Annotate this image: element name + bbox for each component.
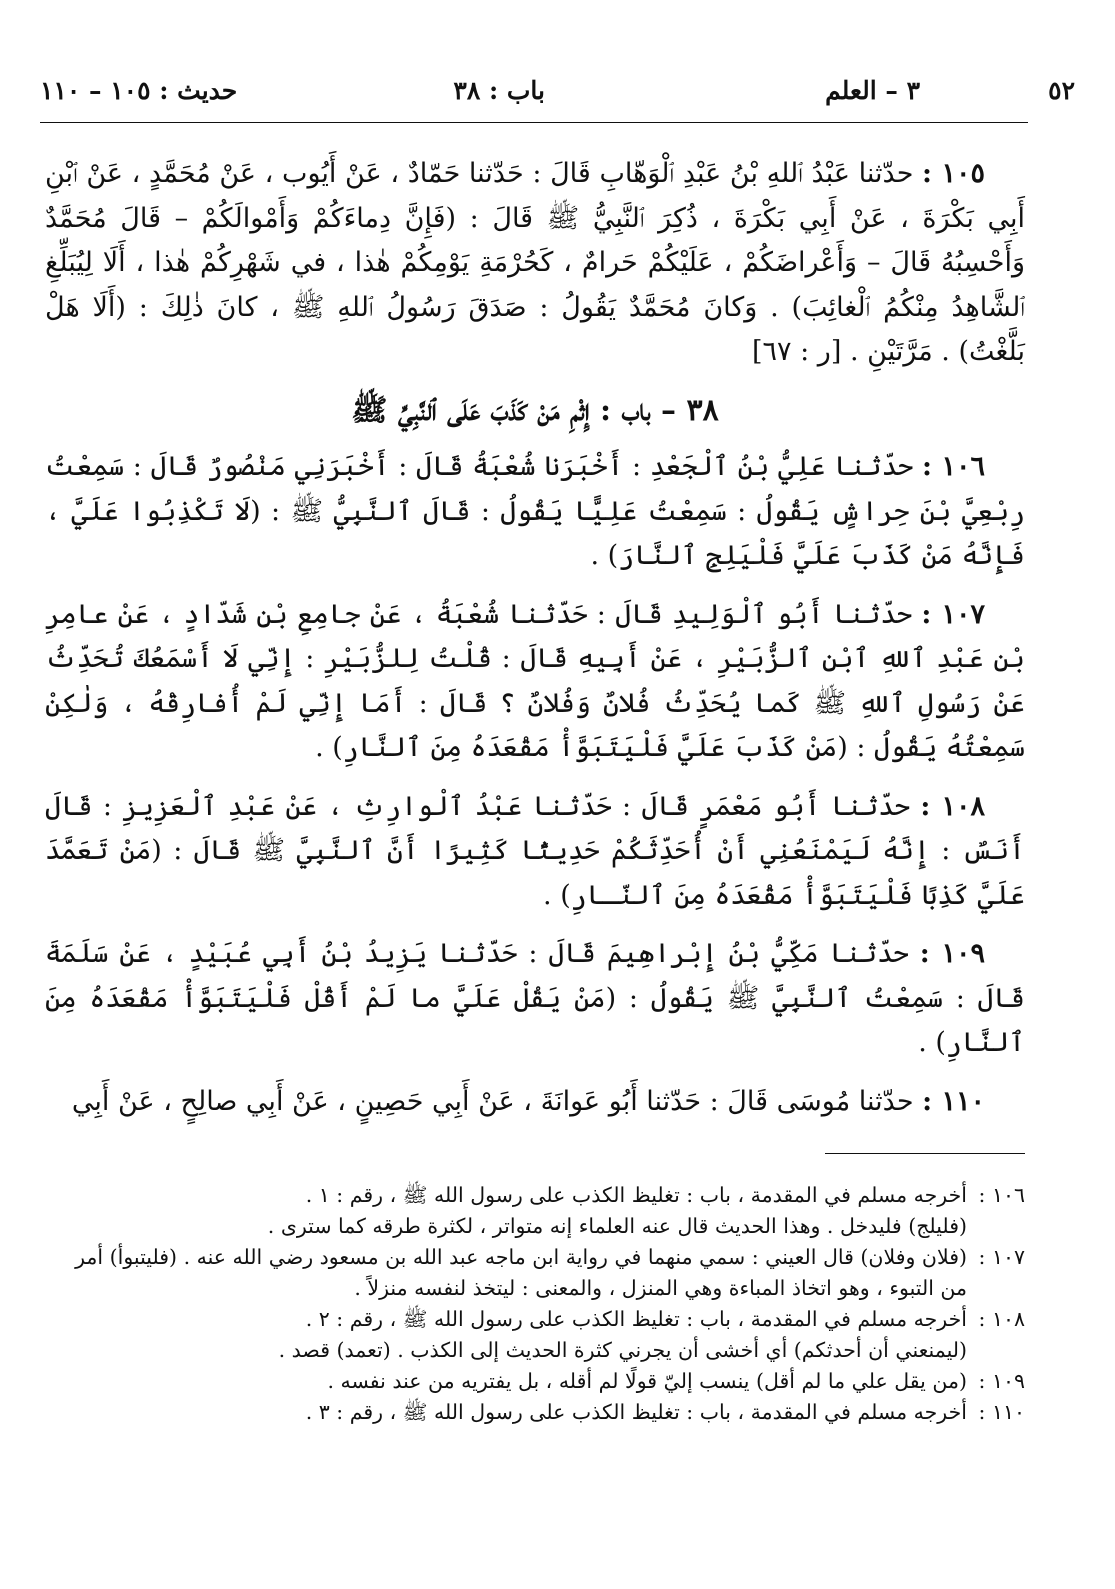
footnote-line: (ليمنعني أن أحدثكم) أي أخشى أن يجرني كثرة الحديث إلى الكذب . (تعمد) قصد . (278, 1338, 967, 1362)
hadith-109 (45, 932, 1025, 1066)
footnote-line: أخرجه مسلم في المقدمة ، باب : تغليظ الكذب على رسول الله ﷺ ، رقم : ٢ . (305, 1307, 967, 1331)
footnote-110 (60, 1397, 1025, 1428)
hadith-number: ١١٠ : (922, 1085, 985, 1117)
hadith-106 (45, 445, 1025, 579)
footnote-number: ١١٠ : (978, 1400, 1025, 1424)
header-divider (40, 122, 1028, 123)
running-header (40, 76, 1075, 120)
hadith-105 (45, 152, 1025, 375)
footnote-line: أخرجه مسلم في المقدمة ، باب : تغليظ الكذب على رسول الله ﷺ ، رقم : ١ . (305, 1183, 967, 1207)
hadith-110 (45, 1080, 1025, 1125)
hadith-text: حدّثنا عَبْدُ ٱللهِ بْنُ عَبْدِ ٱلْوَهّابِ قَالَ : حَدّثنا حَمّادٌ ، عَنْ أَيُوب ، عَنْ مُحَمَّدٍ ، عَنْ ٱبْنِ أَبِي بَكْرَةَ ، عَنْ أَبِي بَكْرَةَ ، ذُكِرَ ٱلنَّبِيُّ ﷺ قَالَ : (فَإِنَّ دِماءَكُمْ وَأَمْوالَكُمْ – قَالَ مُحَمَّدٌ وَأَحْسِبُهُ قَالَ – وَأَعْراضَكُمْ ، عَلَيْكُمْ حَرامٌ ، كَحُرْمَةِ يَوْمِكُمْ هٰذا ، في شَهْرِكُمْ هٰذا ، أَلَا لِيُبَلِّغِ ٱلشَّاهِدُ مِنْكُمُ ٱلْغائِبَ) . وَكانَ مُحَمَّدٌ يَقُولُ : صَدَقَ رَسُولُ ٱللهِ ﷺ ، كانَ ذٰلِكَ : (أَلَا هَلْ بَلَّغْتُ) . مَرَّتَيْنِ . (45, 158, 1025, 367)
footnote-number: ١٠٦ : (978, 1183, 1025, 1207)
footnote-108 (60, 1304, 1025, 1366)
footnote-number: ١٠٨ : (978, 1307, 1025, 1331)
footnote-107 (60, 1242, 1025, 1304)
page-number: ٥٢ (1048, 76, 1075, 105)
hadith-107 (45, 593, 1025, 771)
hadith-108 (45, 785, 1025, 919)
hadith-text: حدّثنا مَكِّيُّ بْنُ إِبْراهِيمَ قَالَ : حَدّثنا يَزِيدُ بْنُ أَبِي عُبَيْدٍ ، عَنْ سَلَمَةَ قَالَ : سَمِعْتُ ٱلنَّبِيَّ ﷺ يَقُولُ : (مَنْ يَقُلْ عَلَيَّ ما لَمْ أَقُلْ فَلْيَتَبَوَّأْ مَقْعَدَهُ مِنَ ٱلنَّارِ) . (45, 938, 1025, 1058)
hadith-range: حديث : ١٠٥ – ١١٠ (40, 76, 238, 105)
main-text (45, 152, 1025, 1138)
footnote-number: ١٠٩ : (978, 1369, 1025, 1393)
footnote-line: (فليلج) فليدخل . وهذا الحديث قال عنه العلماء إنه متواتر ، لكثرة طرقه كما سترى . (267, 1214, 967, 1238)
footnote-106 (60, 1180, 1025, 1242)
hadith-text: حدّثنا مُوسَى قَالَ : حَدّثنا أَبُو عَوانَةَ ، عَنْ أَبِي حَصِينٍ ، عَنْ أَبِي صالِحٍ ، عَنْ أَبِي (71, 1085, 914, 1117)
footnote-number: ١٠٧ : (978, 1245, 1025, 1269)
hadith-number: ١٠٧ : (921, 598, 985, 630)
footnote-divider (825, 1153, 1025, 1154)
bab-number: باب : ٣٨ (453, 76, 545, 105)
hadith-number: ١٠٨ : (920, 790, 985, 822)
hadith-text: حدّثنا أَبُو مَعْمَرٍ قَالَ : حَدّثنا عَبْدُ ٱلْوارِثِ ، عَنْ عَبْدِ ٱلْعَزِيزِ : قَالَ أَنَسٌ : إِنَّهُ لَيَمْنَعُنِي أَنْ أُحَدِّثَكُمْ حَدِيثًا كَثِيرًا أَنَّ ٱلنَّبِيَّ ﷺ قَالَ : (مَنْ تَعَمَّدَ عَلَيَّ كَذِبًا فَلْيَتَبَوَّأْ مَقْعَدَهُ مِنَ ٱلنّـارِ) . (45, 790, 1025, 911)
footnote-109 (60, 1366, 1025, 1397)
footnote-line: (من يقل علي ما لم أقل) ينسب إليّ قولًا لم أقله ، بل يفتريه من عند نفسه . (327, 1369, 967, 1393)
hadith-text: حدّثنا أَبُو ٱلْوَلِيدِ قَالَ : حَدّثنا شُعْبَةُ ، عَنْ جامِعِ بْنِ شَدّادٍ ، عَنْ عامِرِ بْنِ عَبْدِ ٱللهِ ٱبْنِ ٱلزُّبَيْرِ ، عَنْ أَبِيهِ قَالَ : قُلْتُ لِلزُّبَيْرِ : إِنِّي لَا أَسْمَعُكَ تُحَدِّثُ عَنْ رَسُولِ ٱللهِ ﷺ كَما يُحَدِّثُ فُلانٌ وَفُلانٌ ؟ قَالَ : أَمَا إِنِّي لَمْ أُفارِقْهُ ، وَلٰكِنْ سَمِعْتُهُ يَقُولُ : (مَنْ كَذَبَ عَلَيَّ فَلْيَتَبَوَّأْ مَقْعَدَهُ مِنَ ٱلنَّارِ) . (45, 598, 1025, 763)
chapter-title: ٣٨ – باب : إِثْمِ مَنْ كَذَبَ عَلَى ٱلنَّبِيِّ ﷺ (351, 392, 719, 428)
hadith-number: ١٠٦ : (921, 451, 985, 482)
footnote-line: أخرجه مسلم في المقدمة ، باب : تغليظ الكذب على رسول الله ﷺ ، رقم : ٣ . (305, 1400, 967, 1424)
footnotes (60, 1180, 1025, 1428)
hadith-text: حدّثنا عَلِيُّ بْنُ ٱلْجَعْدِ : أَخْبَرَنا شُعْبَةُ قَالَ : أَخْبَرَنِي مَنْصُورٌ قَالَ : سَمِعْتُ رِبْعِيَّ بْنَ حِراشٍ يَقُولُ : سَمِعْتُ عَلِيًّا يَقُولُ : قَالَ ٱلنَّبِيُّ ﷺ : (لَا تَكْذِبُوا عَلَيَّ ، فَإِنَّهُ مَنْ كَذَبَ عَلَيَّ فَلْيَلِجِ ٱلنَّارَ) . (45, 451, 1025, 571)
chapter-name: ٣ – العلم (825, 76, 920, 105)
footnote-line: (فلان وفلان) قال العيني : سمي منهما في رواية ابن ماجه عبد الله بن مسعود رضي الله عنه . (فليتبوأ) أمر من التبوء ، وهو اتخاذ المباءة وهي المنزل ، والمعنى : ليتخذ لنفسه منزلاً . (75, 1245, 967, 1300)
cross-reference: [ر : ٦٧] (751, 336, 842, 367)
hadith-number: ١٠٩ : (919, 938, 985, 969)
hadith-number: ١٠٥ : (922, 158, 985, 189)
